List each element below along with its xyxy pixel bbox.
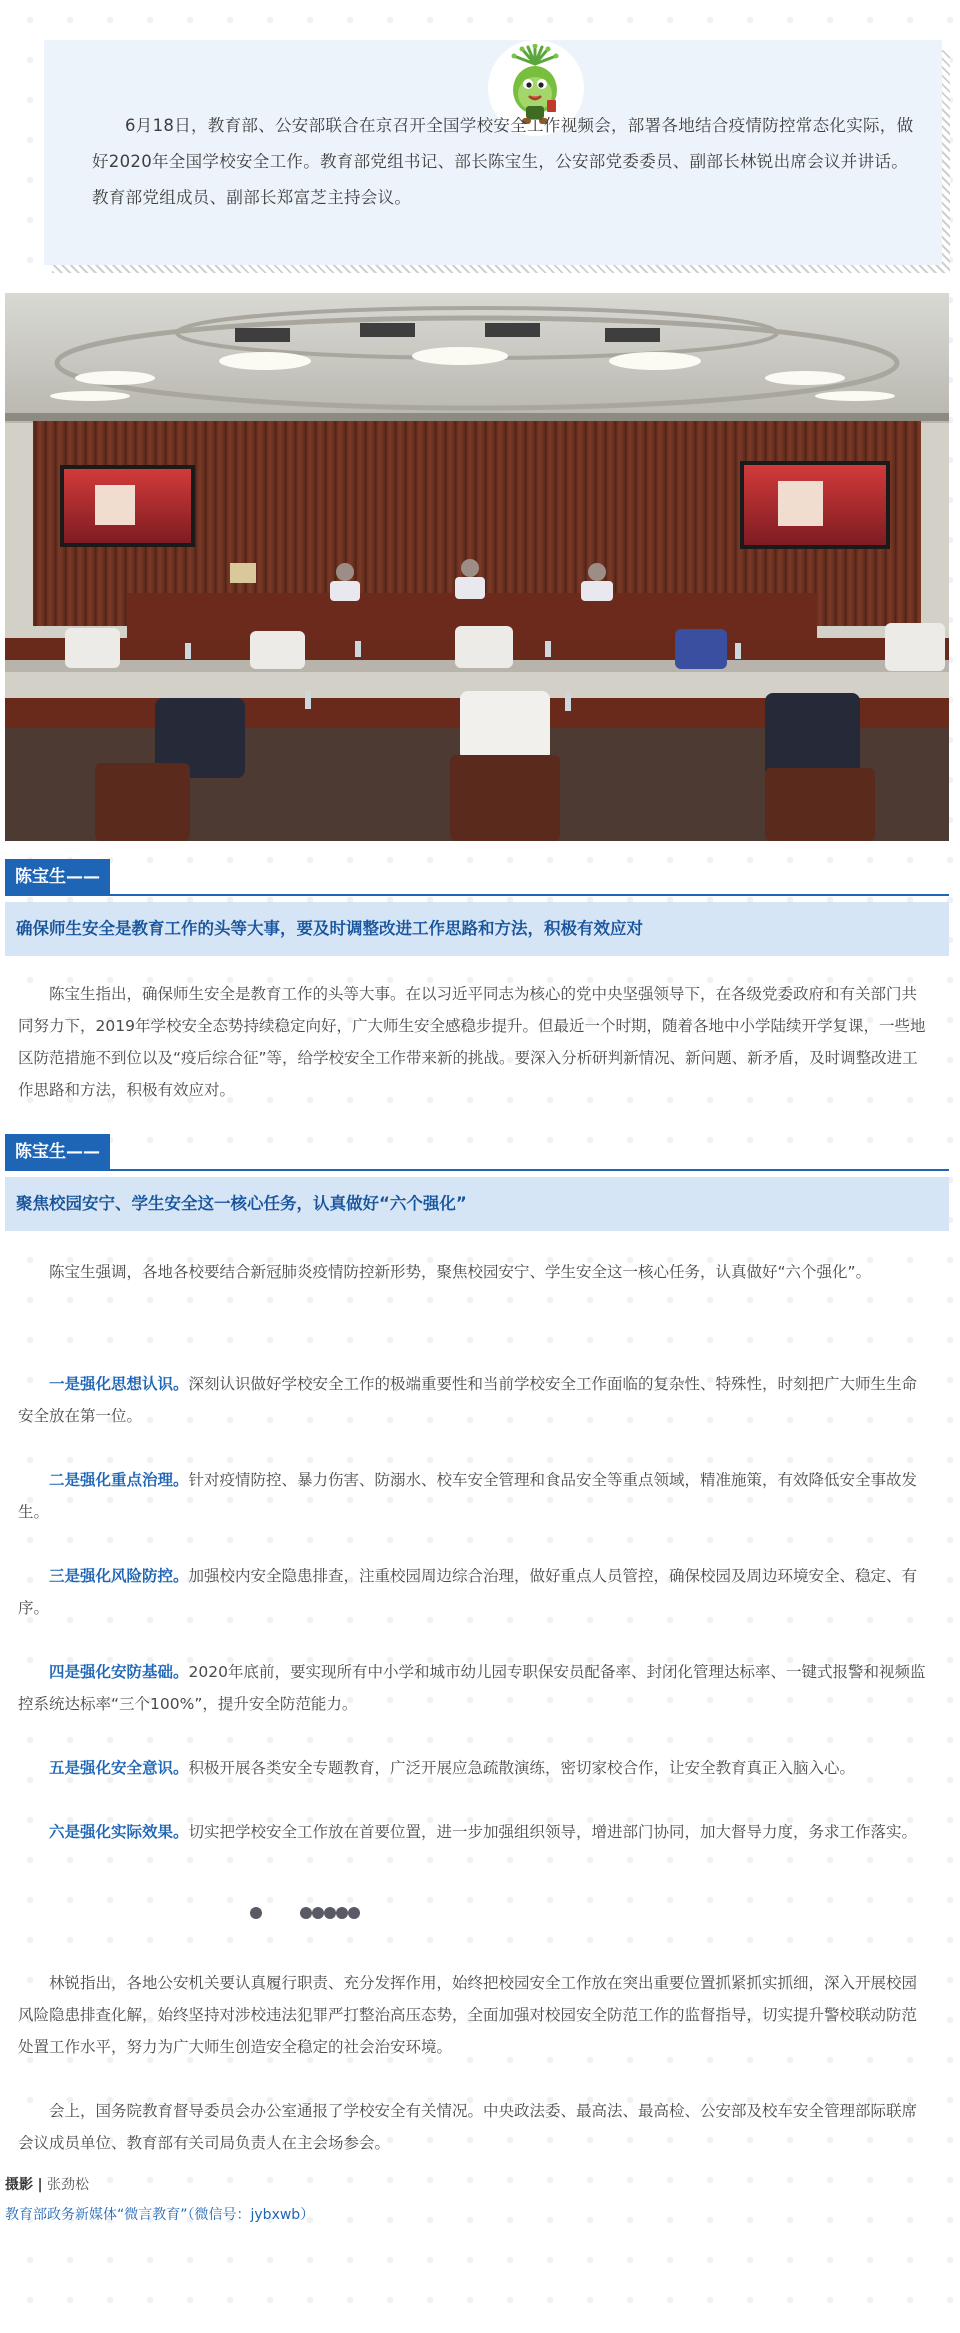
list-item: [18, 1368, 930, 1432]
meeting-photo: [5, 293, 949, 841]
dot-divider-icon: [248, 1905, 368, 1921]
credit-separator: |: [37, 2177, 43, 2193]
list-item-text: 加强校内安全隐患排查，注重校园周边综合治理，做好重点人员管控，确保校园及周边环境安全、稳定、有序。: [18, 1567, 918, 1617]
photo-credit: [5, 2174, 89, 2194]
list-item-text: 积极开展各类安全专题教育，广泛开展应急疏散演练，密切家校合作，让安全教育真正入脑入心。: [188, 1759, 856, 1777]
list-item-text: 2020年底前，要实现所有中小学和城市幼儿园专职保安员配备率、封闭化管理达标率、一键式报警和视频监控系统达标率“三个100%”，提升安全防范能力。: [18, 1663, 926, 1713]
list-item-lead: 四是强化安防基础。: [49, 1663, 189, 1681]
list-item: [18, 1656, 930, 1720]
list-item: [18, 1560, 930, 1624]
intro-panel: [44, 40, 950, 273]
list-item-text: 针对疫情防控、暴力伤害、防溺水、校车安全管理和食品安全等重点领域，精准施策，有效降低安全事故发生。: [18, 1471, 918, 1521]
speaker-divider: [5, 894, 949, 896]
speaker-divider: [5, 1169, 949, 1171]
list-item: [18, 1464, 930, 1528]
speaker-tag: 陈宝生——: [5, 1134, 110, 1171]
list-item-lead: 一是强化思想认识。: [49, 1375, 189, 1393]
list-item-text: 切实把学校安全工作放在首要位置，进一步加强组织领导，增进部门协同，加大督导力度，务求工作落实。: [188, 1823, 918, 1841]
list-item-lead: 六是强化实际效果。: [49, 1823, 189, 1841]
section-paragraph: 林锐指出，各地公安机关要认真履行职责、充分发挥作用，始终把校园安全工作放在突出重要位置抓紧抓实抓细，深入开展校园风险隐患排查化解，始终坚持对涉校违法犯罪严打整治高压态势，全面加强对校园安全防范工作的监督指导，切实提升警校联动防范处置工作水平，努力为广大师生创造安全稳定的社会治安环境。: [18, 1974, 918, 2056]
speaker-tag: 陈宝生——: [5, 859, 110, 896]
list-item: [18, 1752, 930, 1784]
list-item-lead: 三是强化风险防控。: [49, 1567, 189, 1585]
list-item-lead: 五是强化安全意识。: [49, 1759, 189, 1777]
list-item-lead: 二是强化重点治理。: [49, 1471, 189, 1489]
list-item: [18, 1816, 930, 1848]
credit-label: 摄影: [5, 2177, 33, 2193]
section-paragraph: 陈宝生强调，各地各校要结合新冠肺炎疫情防控新形势，聚焦校园安宁、学生安全这一核心任务，认真做好“六个强化”。: [49, 1263, 872, 1281]
section-paragraph: 会上，国务院教育督导委员会办公室通报了学校安全有关情况。中央政法委、最高法、最高检、公安部及校车安全管理部际联席会议成员单位、教育部有关司局负责人在主会场参会。: [18, 2102, 918, 2152]
credit-name: 张劲松: [47, 2177, 90, 2193]
list-item-text: 深刻认识做好学校安全工作的极端重要性和当前学校安全工作面临的复杂性、特殊性，时刻把广大师生生命安全放在第一位。: [18, 1375, 918, 1425]
intro-paragraph: 6月18日，教育部、公安部联合在京召开全国学校安全工作视频会，部署各地结合疫情防控常态化实际，做好2020年全国学校安全工作。教育部党组书记、部长陈宝生，公安部党委委员、副部长林锐出席会议并讲话。教育部党组成员、副部长郑富芝主持会议。: [92, 116, 914, 207]
section-title: 确保师生安全是教育工作的头等大事，要及时调整改进工作思路和方法，积极有效应对: [5, 902, 949, 956]
source-note: 教育部政务新媒体“微言教育”（微信号：jybxwb）: [5, 2207, 315, 2223]
section-title: 聚焦校园安宁、学生安全这一核心任务，认真做好“六个强化”: [5, 1177, 949, 1231]
section-paragraph: 陈宝生指出，确保师生安全是教育工作的头等大事。在以习近平同志为核心的党中央坚强领导下，在各级党委政府和有关部门共同努力下，2019年学校安全态势持续稳定向好，广大师生安全感稳步提升。但最近一个时期，随着各地中小学陆续开学复课，一些地区防范措施不到位以及“疫后综合征”等，给学校安全工作带来新的挑战。要深入分析研判新情况、新问题、新矛盾，及时调整改进工作思路和方法，积极有效应对。: [18, 985, 926, 1099]
